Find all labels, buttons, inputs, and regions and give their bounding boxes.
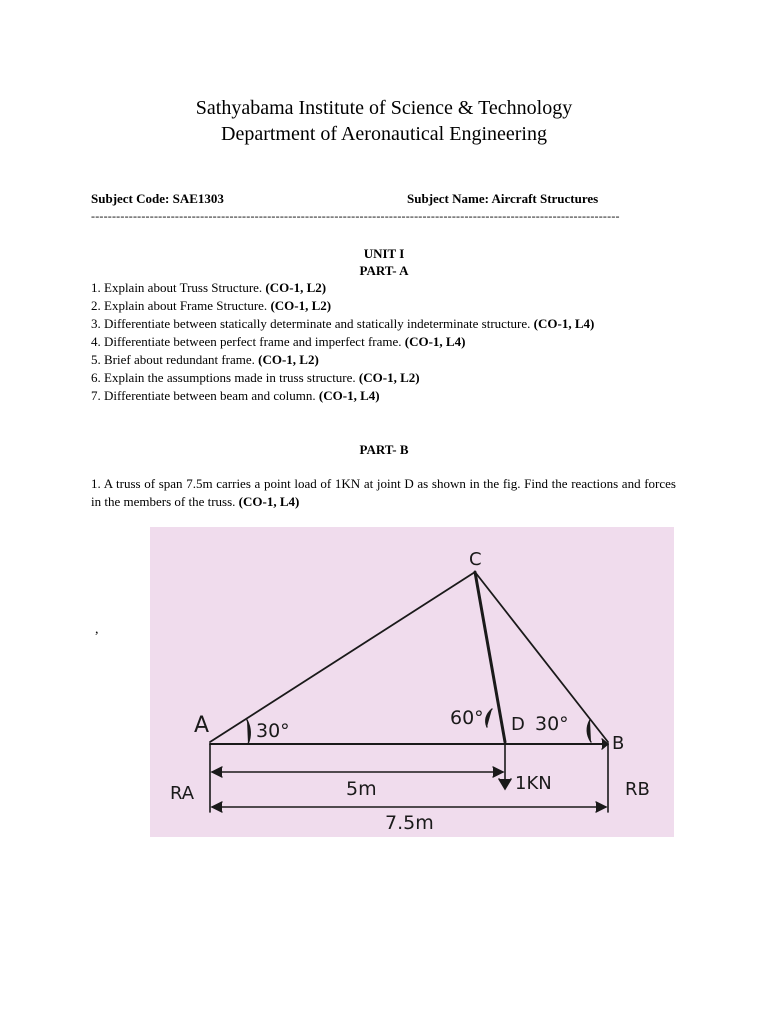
label-ra: RA xyxy=(170,783,195,804)
part-a-question xyxy=(91,369,420,387)
stray-mark: , xyxy=(95,622,99,637)
part-a-question xyxy=(91,279,326,297)
angle-arc-b xyxy=(587,720,591,742)
question-tag: (CO-1, L2) xyxy=(358,370,420,385)
truss-figure xyxy=(150,527,674,837)
dim-75m-arrow-right xyxy=(596,802,606,812)
label-b: B xyxy=(612,733,625,754)
question-tag: (CO-1, L4) xyxy=(238,494,300,509)
part-a-question xyxy=(91,297,331,315)
part-a-question xyxy=(91,315,594,333)
question-text: 2. Explain about Frame Structure. xyxy=(91,298,271,313)
label-angle-b: 30° xyxy=(535,713,569,735)
part-a-heading: PART- A xyxy=(359,263,409,278)
question-text: 6. Explain the assumptions made in truss structure. xyxy=(91,370,359,385)
angle-arc-a xyxy=(247,720,250,744)
part-b-question xyxy=(91,475,676,511)
part-b-heading: PART- B xyxy=(359,442,409,457)
label-c: C xyxy=(469,549,482,570)
separator-line: ------------------------------------------------------------------------------------------------------------------------------ xyxy=(91,209,620,223)
label-5m: 5m xyxy=(346,778,377,800)
question-text: 7. Differentiate between beam and column. xyxy=(91,388,319,403)
label-d: D xyxy=(511,714,525,735)
dim-75m-arrow-left xyxy=(212,802,222,812)
question-text: 1. A truss of span 7.5m carries a point load of 1KN at joint D as shown in the fig. Find the reactions and forces in the members of the truss. xyxy=(91,476,676,509)
label-angle-a: 30° xyxy=(256,720,290,742)
question-text: 3. Differentiate between statically determinate and statically indeterminate structure. xyxy=(91,316,534,331)
label-rb: RB xyxy=(625,779,650,800)
unit-heading: UNIT I xyxy=(363,246,405,261)
angle-arc-c xyxy=(486,709,492,727)
label-angle-c: 60° xyxy=(450,707,484,729)
question-text: 1. Explain about Truss Structure. xyxy=(91,280,266,295)
subject-name: Subject Name: Aircraft Structures xyxy=(407,191,599,206)
question-tag: (CO-1, L4) xyxy=(533,316,595,331)
label-75m: 7.5m xyxy=(385,812,434,834)
question-tag: (CO-1, L4) xyxy=(318,388,380,403)
truss-diagram xyxy=(150,527,674,837)
part-a-question xyxy=(91,387,380,405)
question-text: 4. Differentiate between perfect frame and imperfect frame. xyxy=(91,334,405,349)
institute-title: Sathyabama Institute of Science & Technology xyxy=(195,97,573,119)
department-title: Department of Aeronautical Engineering xyxy=(221,123,547,145)
label-a: A xyxy=(194,713,210,738)
dim-5m-arrow-right xyxy=(493,767,503,777)
label-1kn: 1KN xyxy=(515,773,552,794)
question-text: 5. Brief about redundant frame. xyxy=(91,352,259,367)
question-tag: (CO-1, L4) xyxy=(404,334,466,349)
question-tag: (CO-1, L2) xyxy=(270,298,332,313)
part-a-question xyxy=(91,351,319,369)
subject-code: Subject Code: SAE1303 xyxy=(91,191,224,206)
question-tag: (CO-1, L2) xyxy=(265,280,327,295)
member-ac xyxy=(210,572,475,742)
load-arrowhead xyxy=(499,779,511,789)
question-tag: (CO-1, L2) xyxy=(258,352,319,367)
dim-5m-arrow-left xyxy=(212,767,222,777)
part-a-question xyxy=(91,333,465,351)
